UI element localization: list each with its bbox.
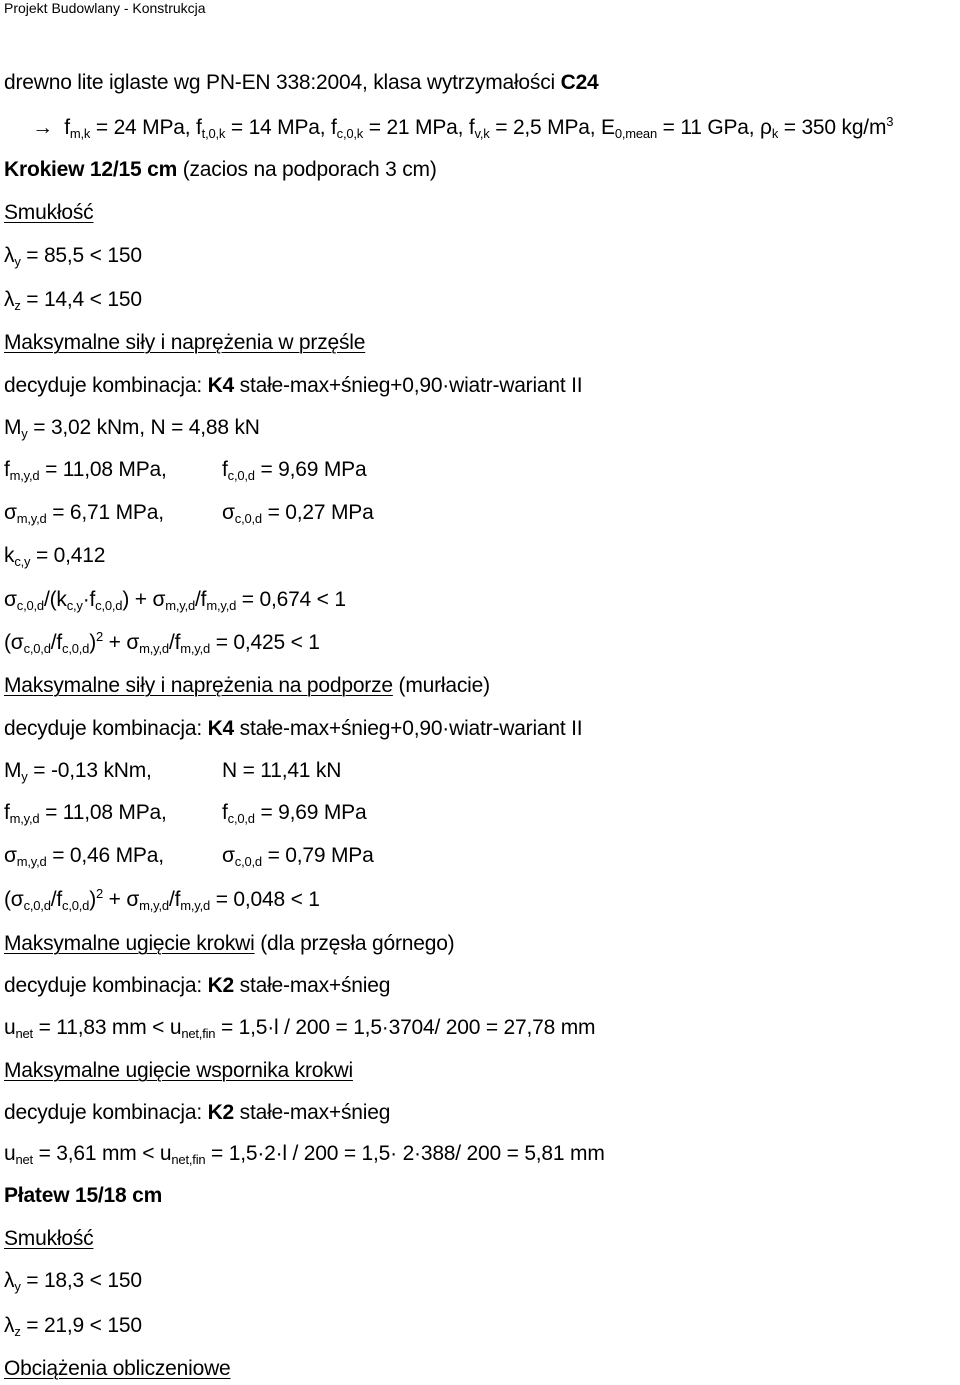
span-check-2-line: $(\sigma_{c,0,d}/f_{c,0,d})^2 + \sigma_{m,y,d}/f_{m,y,d} = 0,425 < 1$ [4,629,320,656]
support-forces-heading: Maksymalne siły i naprężenia na podporze (murłacie) [4,674,490,697]
material-spec-line: drewno lite iglaste wg PN-EN 338:2004, klasa wytrzymałości C24 [4,71,599,94]
slenderness-heading: Smukłość [4,201,94,224]
deflection-check-line: $u_{net} = 11,83$ mm < $u_{net,fin} = 1,5\cdot l / 200 = 1,5\cdot 3704/$ 200 = 27,78 mm [4,1016,596,1041]
purlin-slenderness-heading: Smukłość [4,1227,94,1250]
support-combination-line: decyduje kombinacja: K4 stałe-max+śnieg+0,90·wiatr-wariant II [4,717,583,740]
slenderness-y-line: $\lambda_y = 85,5 < 150$ [4,244,142,269]
slenderness-z-line: $\lambda_z = 14,4 < 150$ [4,288,142,313]
deflection-combination-line: decyduje kombinacja: K2 stałe-max+śnieg [4,974,391,997]
buckling-factor-line: $k_{c,y} = 0,412$ [4,544,106,569]
rafter-heading: Krokiew 12/15 cm (zacios na podporach 3 cm) [4,158,437,181]
cantilever-combination-line: decyduje kombinacja: K2 stałe-max+śnieg [4,1101,391,1124]
span-combination-line: decyduje kombinacja: K4 stałe-max+śnieg+0,90·wiatr-wariant II [4,374,583,397]
cantilever-deflection-heading: Maksymalne ugięcie wspornika krokwi [4,1059,353,1082]
span-strength-line: $f_{m,y,d} = 11,08$ MPa, $f_{c,0,d} = 9,69$ MPa [4,458,367,483]
purlin-heading: Płatew 15/18 cm [4,1184,163,1207]
span-check-1-line: $\sigma_{c,0,d}/(k_{c,y}\cdot f_{c,0,d}) + \sigma_{m,y,d}/f_{m,y,d} = 0,674 < 1$ [4,588,346,613]
purlin-slenderness-y-line: $\lambda_y = 18,3 < 150$ [4,1269,142,1294]
purlin-slenderness-z-line: $\lambda_z = 21,9 < 150$ [4,1314,142,1339]
cantilever-check-line: $u_{net} = 3,61$ mm < $u_{net,fin} = 1,5\cdot 2\cdot l / 200 = 1,5\cdot 2\cdot 388/$ 200 = 5,81 mm [4,1142,605,1167]
page-header: Projekt Budowlany - Konstrukcja [4,0,206,16]
span-stress-line: $\sigma_{m,y,d} = 6,71$ MPa, $\sigma_{c,0,d} = 0,27$ MPa [4,501,374,526]
span-moment-force-line: $M_y = 3,02$ kNm, N = 4,88 kN [4,416,260,441]
support-stress-line: $\sigma_{m,y,d} = 0,46$ MPa, $\sigma_{c,0,d} = 0,79$ MPa [4,844,374,869]
deflection-heading: Maksymalne ugięcie krokwi (dla przęsła górnego) [4,932,455,955]
material-properties-line: → $f_{m,k} = 24$ MPa, $f_{t,0,k} = 14$ MPa, $f_{c,0,k} = 21$ MPa, $f_{v,k} = 2,5$ MPa, $E_{0,mean} = 11$ GPa, $\rho_k = 350$ $kg/m^3$ [4,114,894,141]
design-loads-heading: Obciążenia obliczeniowe [4,1357,231,1380]
support-check-line: $(\sigma_{c,0,d}/f_{c,0,d})^2 + \sigma_{m,y,d}/f_{m,y,d} = 0,048 < 1$ [4,886,320,913]
span-forces-heading: Maksymalne siły i naprężenia w przęśle [4,331,366,354]
support-moment-force-line: $M_y = -0,13$ kNm, N = 11,41 kN [4,759,342,784]
support-strength-line: $f_{m,y,d} = 11,08$ MPa, $f_{c,0,d} = 9,69$ MPa [4,801,367,826]
